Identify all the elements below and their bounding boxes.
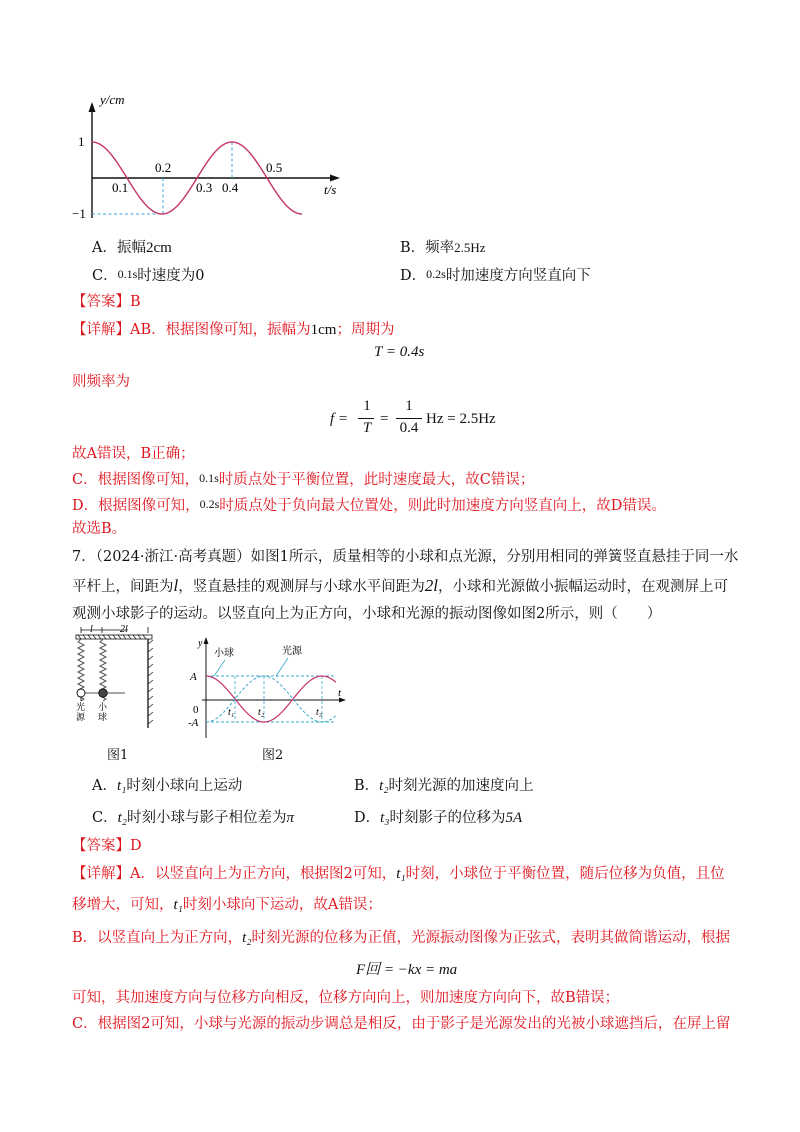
svg-text:-A: -A bbox=[188, 717, 199, 729]
q6-option-d[interactable]: D．0.2s时加速度方向竖直向下 bbox=[400, 267, 591, 284]
q7-detail-line1: 【详解】A．以竖直向上为正方向，根据图2可知，t₁时刻，小球位于平衡位置，随后位移为负值，且位 bbox=[72, 866, 725, 882]
q7-detail-line4: 可知，其加速度方向与位移方向相反，位移方向向上，则加速度方向向下，故B错误； bbox=[72, 990, 620, 1006]
tick-neg1: −1 bbox=[72, 206, 86, 221]
q7-option-d[interactable]: D．t₃时刻影子的位移为5A bbox=[354, 810, 523, 826]
q7-option-b[interactable]: B．t₂时刻光源的加速度向上 bbox=[354, 778, 534, 794]
q7-option-c[interactable]: C．t₂时刻小球与影子相位差为π bbox=[92, 810, 295, 826]
ball bbox=[99, 689, 107, 697]
x-axis-label: t/s bbox=[324, 182, 337, 197]
svg-text:t: t bbox=[338, 687, 342, 699]
tick-0-5: 0.5 bbox=[266, 160, 283, 175]
tick-0-4: 0.4 bbox=[222, 180, 239, 195]
q7-detail-line2: 移增大，可知，t₁时刻小球向下运动，故A错误； bbox=[72, 897, 382, 913]
svg-text:t₂: t₂ bbox=[258, 707, 265, 718]
q6-line-ab: 故A错误，B正确； bbox=[72, 446, 195, 462]
svg-text:球: 球 bbox=[98, 712, 108, 722]
light-source bbox=[77, 689, 85, 697]
tick-0-2: 0.2 bbox=[155, 160, 172, 175]
svg-text:2l: 2l bbox=[120, 624, 128, 635]
tick-0-1: 0.1 bbox=[112, 180, 129, 195]
eq-force: F回 = −kx = ma bbox=[356, 962, 458, 978]
q7-detail-line5: C．根据图2可知，小球与光源的振动步调总是相反，由于影子是光源发出的光被小球遮挡后，在屏上留 bbox=[72, 1016, 731, 1032]
svg-text:光源: 光源 bbox=[282, 646, 302, 657]
svg-text:小球: 小球 bbox=[214, 648, 234, 659]
svg-text:光: 光 bbox=[76, 702, 86, 712]
q7-detail-line3: B．以竖直向上为正方向，t₂时刻光源的位移为正值，光源振动图像为正弦式，表明其做简谐运动，根据 bbox=[72, 930, 731, 946]
q6-detail-line1: 【详解】AB．根据图像可知，振幅为1cm；周期为 bbox=[72, 322, 395, 338]
svg-text:0: 0 bbox=[193, 704, 199, 716]
q7-stem-line1: 7．（2024·浙江·高考真题）如图1所示，质量相等的小球和点光源，分别用相同的弹簧竖直悬挂于同一水 bbox=[72, 549, 739, 565]
svg-text:t₃: t₃ bbox=[316, 707, 323, 718]
q7-stem-line2: 平杆上，间距为l，竖直悬挂的观测屏与小球水平间距为2l，小球和光源做小振幅运动时，在观测屏上可 bbox=[72, 576, 728, 595]
q7-stem-line3: 观测小球影子的运动。以竖直向上为正方向，小球和光源的振动图像如图2所示，则（ ） bbox=[72, 606, 662, 622]
vibration-graph bbox=[70, 90, 370, 225]
q6-line-c: C．根据图像可知，0.1s时质点处于平衡位置，此时速度最大，故C错误； bbox=[72, 471, 535, 488]
y-axis-label: y/cm bbox=[100, 92, 125, 107]
q7-option-a[interactable]: A．t₁时刻小球向上运动 bbox=[92, 778, 243, 794]
svg-text:源: 源 bbox=[76, 712, 86, 722]
q6-freq-intro: 则频率为 bbox=[72, 374, 130, 390]
svg-text:A: A bbox=[190, 671, 197, 683]
q6-line-d: D．根据图像可知，0.2s时质点处于负向最大位置处，则此时加速度方向竖直向上，故D错误。 bbox=[72, 497, 666, 514]
svg-text:l: l bbox=[90, 624, 93, 635]
tick-1: 1 bbox=[78, 134, 85, 149]
figure-2 bbox=[180, 634, 350, 742]
q6-option-b[interactable]: B．频率2.5Hz bbox=[400, 240, 486, 256]
q6-option-c[interactable]: C．0.1s时速度为0 bbox=[92, 267, 205, 284]
q6-answer: 【答案】B bbox=[72, 294, 141, 310]
tick-0-3: 0.3 bbox=[196, 180, 213, 195]
figure-1-caption: 图1 bbox=[107, 748, 129, 763]
figure-1 bbox=[72, 624, 162, 734]
figure-2-caption: 图2 bbox=[262, 748, 284, 763]
svg-text:小: 小 bbox=[98, 702, 108, 712]
svg-text:t₁: t₁ bbox=[228, 707, 235, 718]
svg-text:y: y bbox=[198, 638, 203, 649]
eq-period: T = 0.4s bbox=[374, 344, 425, 360]
q7-answer: 【答案】D bbox=[72, 838, 142, 854]
q6-option-a[interactable]: A．振幅2cm bbox=[92, 240, 172, 256]
q6-final: 故选B。 bbox=[72, 521, 127, 537]
